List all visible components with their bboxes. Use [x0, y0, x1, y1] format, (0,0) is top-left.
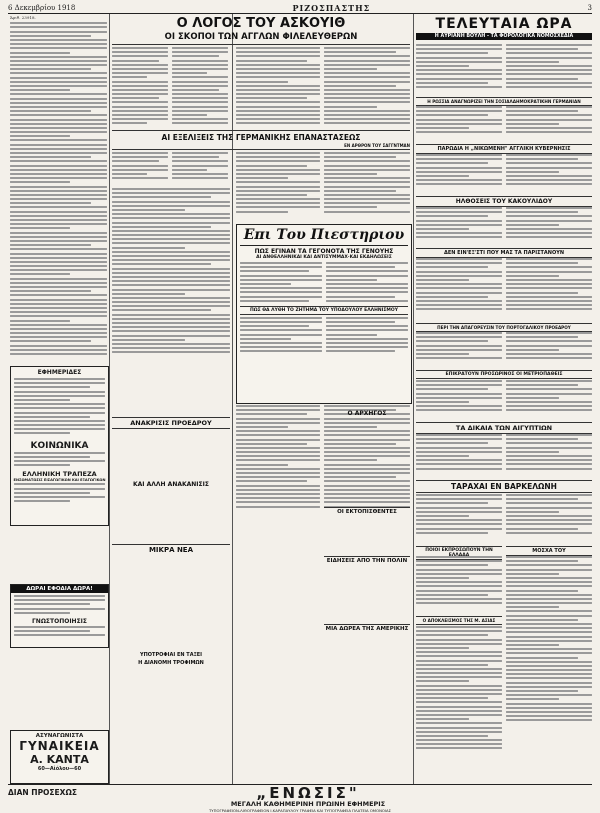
ad-line-3: Α. ΚΑΝΤΑ — [30, 753, 89, 766]
german-col-3 — [236, 152, 320, 220]
right-block-6b — [506, 332, 592, 368]
newspapers-title: ΕΦΗΜΕΡΙΔΕΣ — [37, 369, 82, 376]
main-story-col-4 — [324, 47, 410, 127]
middle-col-4-lower — [324, 405, 410, 780]
right-block-8a — [416, 434, 502, 478]
notice-box — [10, 584, 109, 648]
section-scholarships-headline: ΥΠΟΤΡΟΦΙΑΙ ΕΝ ΤΑΞΕΙ — [139, 652, 203, 658]
newspapers-box — [10, 366, 109, 526]
advertisement-box — [10, 730, 109, 784]
press-headline: Επι Του Πιεστηριου — [243, 227, 405, 243]
latest-subhead-2: Η ΡΩΣΣΙΑ ΑΝΑΓΝΩΡΙΖΕΙ ΤΗΝ ΣΟΣΙΑΛΔΗΜΟΚΡΑΤΙΚΗΝ ΓΕΡΜΑΝΙΑΝ — [416, 97, 592, 106]
latest-subhead-7: ΕΠΙΚΡΑΤΟΥΝ ΠΡΟΣΩΡΙΝΟΣ ΟΙ ΜΕΤΡΙΟΠΑΘΕΙΣ — [416, 370, 592, 379]
latest-subhead-3: ΠΑΡΩΔΙΑ Η „ΝΙΚΩΜΕΝΗ" ΑΓΓΛΙΚΗ ΚΥΒΕΡΝΗΣΙΣ — [416, 144, 592, 154]
german-col-2 — [172, 152, 228, 184]
section-inquiry-headline: ΑΝΑΚΡΙΣΙΣ ΠΡΟΕΔΡΟΥ — [112, 417, 230, 429]
section-short-news-headline: ΜΙΚΡΑ ΝΕΑ — [112, 544, 230, 554]
left-text-block — [10, 22, 107, 355]
city-news-headline: ΕΙΔΗΣΕΙΣ ΑΠΟ ΤΗΝ ΠΟΛΙΝ — [324, 556, 410, 564]
section-food-distribution-headline: Η ΔΙΑΝΟΜΗ ΤΡΟΦΙΜΩΝ — [138, 660, 204, 666]
press-subhead-2: ΑΙ ΑΝΘΕΛΛΗΝΙΚΑΙ ΚΑΙ ΑΝΤΙΣΥΜΜΑΧ·ΚΑΙ ΕΚΔΗΛΩΣΕΙΣ — [256, 255, 392, 260]
middle-col-3-lower — [236, 405, 320, 780]
latest-subhead-6: ΠΕΡΙ ΤΗΝ ΑΠΑΓΟΡΕΥΣΙΝ ΤΟΥ ΠΟΡΤΟΓΑΛΙΚΟΥ ΠΡΟΕΔΡΟΥ — [416, 323, 592, 332]
latest-subhead-5: ΔΕΝ ΕΙΝ'ΕΞ'ΣΤΙ ΠΟΥ ΜΑΣ ΤΑ ΠΑΡΙΣΤΑΝΟΥΝ — [416, 248, 592, 258]
press-subhead-1: ΠΩΣ ΕΓΙΝΑΝ ΤΑ ΓΕΓΟΝΟΤΑ ΤΗΣ ΓΕΝΟΥΗΣ — [254, 248, 394, 255]
german-col-1 — [112, 152, 168, 184]
column-rule — [413, 14, 414, 784]
right-block-11a — [416, 626, 502, 782]
footer-label: ΔΙΑΝ ΠΡΟΣΕΧΩΣ — [8, 788, 77, 797]
main-rule — [112, 44, 410, 45]
latest-subhead-11: ΜΟΣΧΑ ΤΟΥ — [506, 546, 592, 556]
section-other-headline: ΚΑΙ ΑΛΛΗ ΑΝΑΚΑΝΙΣΙΣ — [133, 481, 209, 488]
right-block-7b — [506, 380, 592, 420]
right-block-2b — [506, 106, 592, 142]
right-block-6a — [416, 332, 502, 368]
ad-line-1: ΑΣΥΝΑΓΩΝΙΣΤΑ — [35, 733, 84, 739]
right-block-1a — [416, 44, 502, 96]
german-headline: ΑΙ ΕΞΕΛΙΞΕΙΣ ΤΗΣ ΓΕΡΜΑΝΙΚΗΣ ΕΠΑΝΑΣΤΑΣΕΩΣ — [161, 133, 361, 142]
bank-title: ΕΛΛΗΝΙΚΗ ΤΡΑΠΕΖΑ — [22, 470, 97, 479]
american-donation-headline: ΜΙΑ ΔΩΡΕΑ ΤΗΣ ΑΜΕΡΙΚΗΣ — [325, 626, 409, 632]
publication-title: ΡΙΖΟΣΠΑΣΤΗΣ — [292, 2, 371, 13]
main-subheadline: ΟΙ ΣΚΟΠΟΙ ΤΩΝ ΑΓΓΛΩΝ ΦΙΛΕΛΕΥΘΕΡΩΝ — [164, 32, 358, 42]
right-block-1b — [506, 44, 592, 96]
latest-subhead-1: Η ΑΥΡΙΑΝΗ ΒΟΥΛΗ - ΤΑ ΦΟΡΟΛΟΓΙΚΑ ΝΟΜΟΣΧΕΔΙΑ — [416, 33, 592, 40]
footer-printer: ΤΥΠΟΓΡΑΦΕΙΟΝ-ΛΙΘΟΓΡΑΦΕΙΟΝ Ι.ΚΑΡΑΠΑΥΛΟΥ ΓΡΑΦΕΙΑ ΚΑΙ ΤΥΠΟΓΡΑΦΕΙΑ ΠΛΑΤΕΙΑ ΟΜΟΝΟΙΑΣ — [208, 808, 392, 813]
main-headline: Ο ΛΟΓΟΣ ΤΟΥ ΑΣΚΟΥΙΘ — [176, 16, 346, 31]
press-box — [236, 224, 412, 404]
right-block-7a — [416, 380, 502, 420]
right-block-5b — [506, 258, 592, 322]
main-story-col-2 — [172, 47, 228, 127]
ad-line-2: ΓΥΝΑΙΚΕΙΑ — [19, 739, 100, 753]
left-intro: Ἀριθ. 23918. — [10, 16, 36, 20]
right-block-2a — [416, 106, 502, 142]
deported-headline: ΟΙ ΕΚΤΟΠΙΣΘΕΝΤΕΣ — [324, 507, 410, 515]
right-block-8b — [506, 434, 592, 478]
latest-subhead-9: ΤΑΡΑΧΑΙ ΕΝ ΒΑΡΚΕΛΩΝΗ — [416, 480, 592, 493]
page-number: 3 — [587, 3, 592, 12]
german-rule-top — [112, 130, 410, 131]
german-rule-bottom — [112, 149, 410, 150]
social-section-title: ΚΟΙΝΩΝΙΚΑ — [30, 440, 89, 451]
german-col-4 — [324, 152, 410, 220]
right-block-10a — [416, 556, 502, 614]
footer-subtitle: ΜΕΓΑΛΗ ΚΑΘΗΜΕΡΙΝΗ ΠΡΩΙΝΗ ΕΦΗΜΕΡΙΣ — [230, 800, 386, 808]
masthead-rule — [8, 13, 592, 14]
main-story-col-3 — [236, 47, 320, 127]
announcement-title: ΓΝΩΣΤΟΠΟΙΗΣΙΣ — [31, 617, 88, 625]
latest-subhead-10: ΠΟΙΟΙ ΕΚΠΡΟΣΩΠΟΥΝ ΤΗΝ — [416, 546, 502, 560]
right-block-5a — [416, 258, 502, 322]
right-block-9a — [416, 494, 502, 542]
bank-subtitle: ΕΝΣΩΜΑΤΩΣΙΣ ΕΙΣΑΓΩΓΙΚΩΝ ΚΑΙ ΕΞΑΓΩΓΙΚΩΝ — [13, 478, 106, 483]
right-block-9b — [506, 494, 592, 542]
press-subhead-3: ΠΩΣ ΘΑ ΛΥΘΗ ΤΟ ΖΗΤΗΜΑ ΤΟΥ ΥΠΟΔΟΥΛΟΥ ΕΛΛΗΝΙΣΜΟΥ — [240, 306, 408, 315]
right-block-10b — [506, 556, 592, 782]
main-story-col-1 — [112, 47, 168, 127]
notice-title: ΔΩΡΑΙ ΕΦΟΔΙΑ ΔΩΡΑ! — [11, 585, 108, 593]
right-block-3a — [416, 154, 502, 194]
issue-date: 6 Δεκεμβρίου 1918 — [8, 3, 76, 12]
footer-advert — [8, 784, 592, 813]
right-block-3b — [506, 154, 592, 194]
german-byline: ΕΝ ΑΡΘΡΟΝ ΤΟΥ ΣΑΓΓΝΤΜΑΝ — [344, 143, 410, 148]
footer-title: „ΕΝΩΣΙΣ" — [256, 784, 360, 802]
masthead — [8, 2, 592, 13]
ad-line-4: 60—Αἰόλου—60 — [37, 766, 82, 772]
right-block-4a — [416, 207, 502, 247]
latest-subhead-4: ΗΛΘΟΣΕΙΣ ΤΟΥ ΚΑΚΟΥΛΙΔΟΥ — [416, 196, 592, 207]
latest-subhead-12: Ο ΑΠΟΚΛΕΙΣΜΟΣ ΤΗΣ Μ. ΑΣΙΑΣ — [416, 616, 502, 625]
latest-subhead-8: ΤΑ ΔΙΚΑΙΑ ΤΩΝ ΑΙΓΥΠΤΙΩΝ — [416, 422, 592, 434]
leader-headline: Ο ΑΡΧΗΓΟΣ — [347, 410, 387, 417]
column-rule — [109, 14, 110, 784]
right-block-4b — [506, 207, 592, 247]
latest-hour-headline: ΤΕΛΕΥΤΑΙΑ ΩΡΑ — [435, 16, 573, 32]
